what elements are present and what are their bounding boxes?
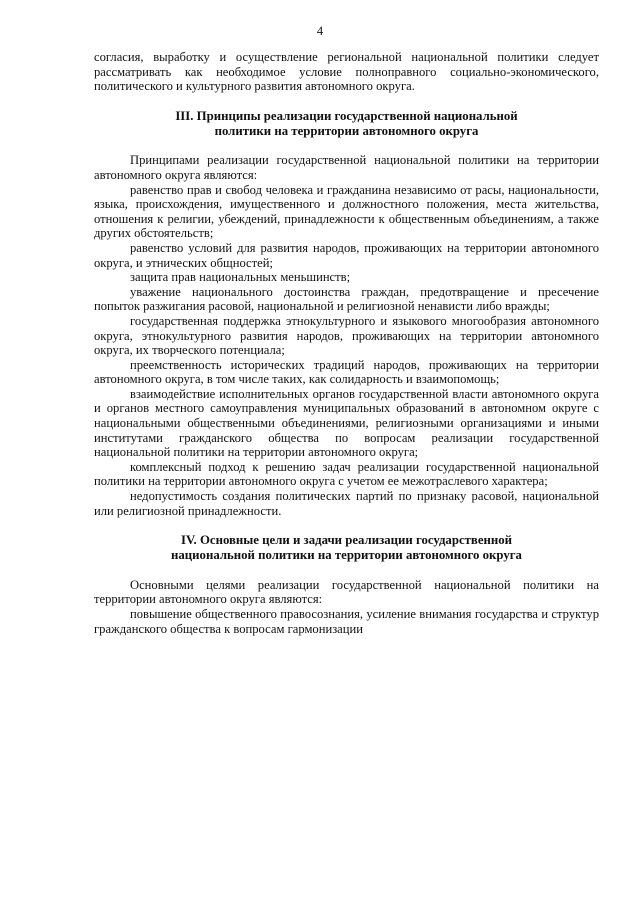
section-4-heading-line-1: IV. Основные цели и задачи реализации государственной <box>180 533 513 548</box>
section-3-heading-line-1: III. Принципы реализации государственной национальной <box>175 108 518 123</box>
principle-item: преемственность исторических традиций народов, проживающих на территории автономного округа, в том числе таких, как солидарность и взаимопомощь; <box>94 357 599 387</box>
principle-item: государственная поддержка этнокультурного и языкового многообразия автономного округа, этнокультурного развития народов, проживающих на территории автономного округа, их творческого потенциала; <box>94 313 599 358</box>
principle-item: уважение национального достоинства граждан, предотвращение и пресечение попыток разжигания расовой, национальной и религиозной ненависти либо вражды; <box>94 284 599 314</box>
principle-item: равенство прав и свобод человека и гражданина независимо от расы, национальности, языка, происхождения, имущественного и должностного положения, места жительства, отношения к религии, убеждений, принадлежности к общественным объединениям, а также других обстоятельств; <box>94 182 599 241</box>
section-3-lead: Принципами реализации государственной национальной политики на территории автономного округа являются: <box>94 153 599 182</box>
section-4-heading <box>94 533 599 563</box>
goal-item: повышение общественного правосознания, усиление внимания государства и структур гражданского общества к вопросам гармонизации <box>94 607 599 636</box>
intro-paragraph: согласия, выработку и осуществление региональной национальной политики следует рассматривать как необходимое условие полноправного социально-экономического, политического и культурного развития автономного округа. <box>94 50 599 94</box>
section-3-heading-line-2: политики на территории автономного округа <box>214 123 479 138</box>
principle-item: взаимодействие исполнительных органов государственной власти автономного округа и органов местного самоуправления муниципальных образований в автономном округе с национальными общественными объединениями, религиозными организациями и иными институтами гражданского общества по вопросам реализации государственной национальной политики на территории автономного округа; <box>94 386 599 460</box>
principle-item: комплексный подход к решению задач реализации государственной национальной политики на территории автономного округа с учетом ее межотраслевого характера; <box>94 459 599 489</box>
page-number: 4 <box>316 24 324 38</box>
section-4-heading-line-2: национальной политики на территории автономного округа <box>171 548 522 563</box>
document-body <box>94 50 599 636</box>
section-4-lead: Основными целями реализации государственной национальной политики на территории автономного округа являются: <box>94 577 599 607</box>
principle-item: равенство условий для развития народов, проживающих на территории автономного округа, и этнических общностей; <box>94 240 599 270</box>
section-3-heading <box>94 109 599 139</box>
principle-item: защита прав национальных меньшинств; <box>130 270 351 285</box>
principle-item: недопустимость создания политических партий по признаку расовой, национальной или религиозной принадлежности. <box>94 489 599 518</box>
